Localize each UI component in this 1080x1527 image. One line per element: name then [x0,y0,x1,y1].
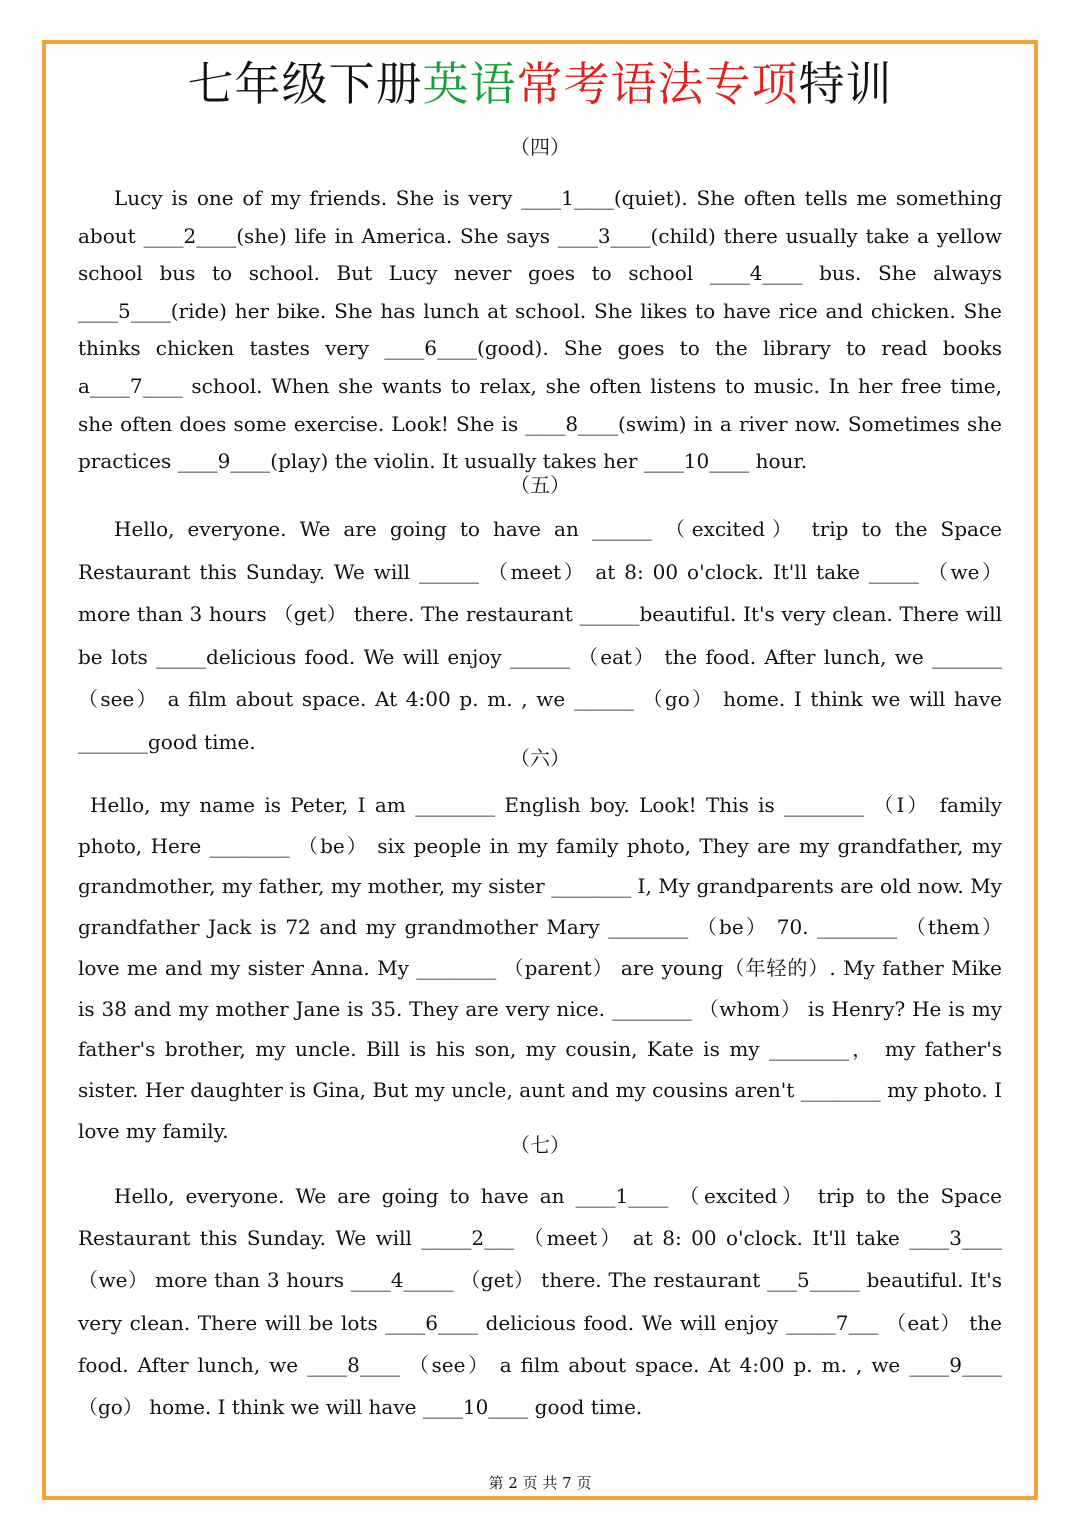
section-passage-4 [78,180,1002,481]
passage-text: Hello, my name is Peter, I am ________ English boy. Look! This is ________ （I） family photo, Here ________ （be） six people in my family photo, They are my grandfather, my grandmother, my father, my mother, my sister ________ I, My grandparents are old now. My grandfather Jack is 72 and my grandmother Mary ________ （be） 70. ________ （them） love me and my sister Anna. My ________ （parent） are young（年轻的）. My father Mike is 38 and my mother Jane is 35. They are very nice. ________ （whom） is Henry? He is my father's brother, my uncle. Bill is his son, my cousin, Kate is my ________， my father's sister. Her daughter is Gina, But my uncle, aunt and my cousins aren't ________ my photo. I love my family. [78,793,1002,1143]
section-title-6: （六） [510,746,570,770]
page-number-footer: 第 2 页 共 7 页 [488,1474,592,1492]
title-part-topic: 常考语法专项 [516,57,799,111]
section-title-5: （五） [510,473,570,497]
title-part-subject: 英语 [422,57,517,111]
passage-text: Hello, everyone. We are going to have an ______ （excited） trip to the Space Restaurant this Sunday. We will ______ （meet） at 8: 00 o'clock. It'll take _____ （we） more than 3 hours （get） there. The restaurant ______beautiful. It's very clean. There will be lots _____delicious food. We will enjoy ______ （eat） the food. After lunch, we _______ （see） a film about space. At 4:00 p. m. , we ______ （go） home. I think we will have _______good time. [78,517,1002,754]
passage-text: Lucy is one of my friends. She is very ____1____(quiet). She often tells me something about ____2____(she) life in America. She says ____3____(child) there usually take a yellow school bus to school. But Lucy never goes to school ____4____ bus. She always ____5____(ride) her bike. She has lunch at school. She likes to have rice and chicken. She thinks chicken tastes very ____6____(good). She goes to the library to read books a____7____ school. When she wants to relax, she often listens to music. In her free time, she often does some exercise. Look! She is ____8____(swim) in a river now. Sometimes she practices ____9____(play) the violin. It usually takes her ____10____ hour. [78,186,1002,474]
title-part-training: 特训 [798,57,893,111]
passage-text: Hello, everyone. We are going to have an ____1____ （excited） trip to the Space Restaurant this Sunday. We will _____2___ （meet） at 8: 00 o'clock. It'll take ____3____ （we） more than 3 hours ____4_____ （get） there. The restaurant ___5_____ beautiful. It's very clean. There will be lots ____6____ delicious food. We will enjoy _____7___ （eat） the food. After lunch, we ____8____ （see） a film about space. At 4:00 p. m. , we ____9____ （go） home. I think we will have ____10____ good time. [78,1184,1002,1420]
section-title-4: （四） [510,135,570,159]
section-passage-7 [78,1175,1002,1428]
section-title-7: （七） [510,1133,570,1157]
section-passage-5 [78,508,1002,763]
section-passage-6 [78,785,1002,1151]
title-part-grade: 七年级下册 [187,57,423,111]
page-title [0,54,1080,114]
